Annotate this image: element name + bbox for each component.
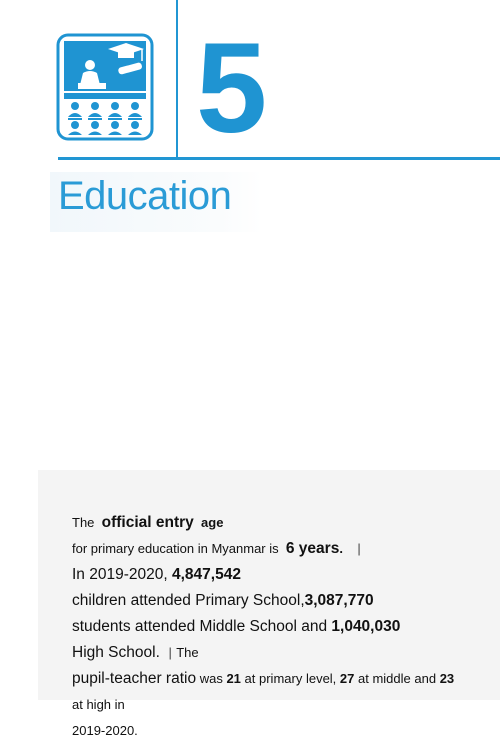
text: was [199,671,223,686]
summary-line-2 [72,562,472,614]
text: students attended Middle School and [72,618,328,635]
summary-line-3 [72,614,472,666]
chapter-title: Education [58,174,232,218]
text: In 2019-2020, [72,566,168,583]
text: pupil-teacher ratio [72,670,197,687]
summary-line-5 [72,718,472,744]
text: at middle and [358,671,437,686]
summary-line-4 [72,666,472,718]
summary-paragraph [72,510,472,744]
highlight: age [201,515,224,530]
summary-line-1 [72,510,472,562]
highlight: 21 [226,671,241,686]
text: children attended Primary School, [72,592,305,609]
text: The [176,645,199,660]
highlight: 27 [339,671,355,686]
highlight: 4,847,542 [171,566,241,583]
horizontal-divider [58,157,500,160]
highlight: 3,087,770 [304,592,374,609]
text: for primary education in Myanmar is [72,541,279,556]
text: The [72,515,95,530]
highlight: 1,040,030 [331,618,401,635]
text: . [339,541,343,556]
vertical-divider [176,0,178,158]
text: 2019-2020. [72,723,138,738]
separator: | [357,541,361,556]
classroom-graduation-icon [56,33,154,141]
highlight: 23 [439,671,455,686]
highlight: 6 years [285,540,340,557]
text: at primary level, [244,671,337,686]
highlight: official entry [101,514,194,531]
chapter-number: 5 [196,17,268,160]
text: High School. [72,644,160,661]
text: at high in [72,697,125,712]
separator: | [168,645,172,660]
